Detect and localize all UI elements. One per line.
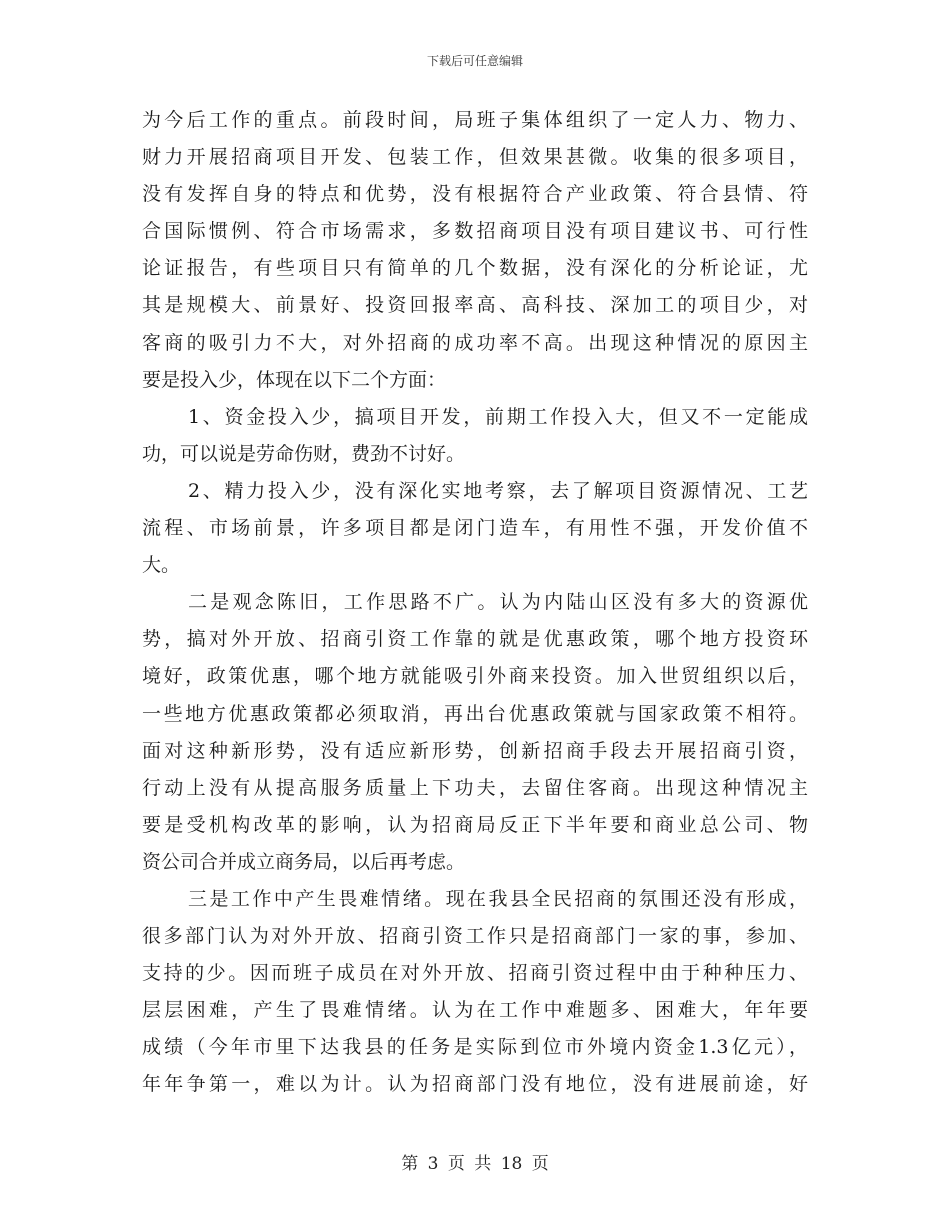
text-line: 要是投入少，体现在以下二个方面： (142, 368, 447, 391)
text-line: 1、资金投入少，搞项目开发，前期工作投入大，但又不一定能成 (188, 405, 808, 428)
page-number-footer: 第 3 页 共 18 页 (401, 1154, 549, 1174)
text-line: 三是工作中产生畏难情绪。现在我县全民招商的氛围还没有形成， (188, 887, 808, 910)
text-line: 成绩（今年市里下达我县的任务是实际到位市外境内资金1.3亿元）， (142, 1036, 808, 1059)
body-text (142, 102, 808, 1104)
text-line: 大。 (142, 554, 181, 577)
page-header: 下载后可任意编辑 (426, 54, 523, 68)
text-line: 财力开展招商项目开发、包装工作，但效果甚微。收集的很多项目， (142, 146, 808, 169)
text-line: 要是受机构改革的影响，认为招商局反正下半年要和商业总公司、物 (142, 813, 808, 836)
text-line: 支持的少。因而班子成员在对外开放、招商引资过程中由于种种压力、 (142, 962, 808, 985)
text-line: 二是观念陈旧，工作思路不广。认为内陆山区没有多大的资源优 (188, 591, 808, 614)
text-line: 层层困难，产生了畏难情绪。认为在工作中难题多、困难大，年年要 (142, 999, 808, 1022)
text-line: 资公司合并成立商务局，以后再考虑。 (142, 850, 466, 873)
text-line: 客商的吸引力不大，对外招商的成功率不高。出现这种情况的原因主 (142, 331, 808, 354)
text-line: 一些地方优惠政策都必须取消，再出台优惠政策就与国家政策不相符。 (142, 702, 808, 725)
text-line: 流程、市场前景，许多项目都是闭门造车，有用性不强，开发价值不 (142, 517, 808, 540)
text-line: 其是规模大、前景好、投资回报率高、高科技、深加工的项目少，对 (142, 294, 808, 317)
text-line: 很多部门认为对外开放、招商引资工作只是招商部门一家的事，参加、 (142, 925, 808, 948)
text-line: 势，搞对外开放、招商引资工作靠的就是优惠政策，哪个地方投资环 (142, 628, 808, 651)
text-line: 行动上没有从提高服务质量上下功夫，去留住客商。出现这种情况主 (142, 776, 808, 799)
text-line: 功，可以说是劳命伤财，费劲不讨好。 (142, 442, 466, 465)
text-line: 没有发挥自身的特点和优势，没有根据符合产业政策、符合县情、符 (142, 183, 808, 206)
text-line: 面对这种新形势，没有适应新形势，创新招商手段去开展招商引资， (142, 739, 808, 762)
text-line: 合国际惯例、符合市场需求，多数招商项目没有项目建议书、可行性 (142, 220, 808, 243)
text-line: 年年争第一，难以为计。认为招商部门没有地位，没有进展前途，好 (142, 1073, 808, 1096)
text-line: 境好，政策优惠，哪个地方就能吸引外商来投资。加入世贸组织以后， (142, 665, 808, 688)
text-line: 2、精力投入少，没有深化实地考察，去了解项目资源情况、工艺 (188, 479, 808, 502)
text-line: 为今后工作的重点。前段时间，局班子集体组织了一定人力、物力、 (142, 109, 808, 131)
text-line: 论证报告，有些项目只有简单的几个数据，没有深化的分析论证，尤 (142, 257, 808, 280)
